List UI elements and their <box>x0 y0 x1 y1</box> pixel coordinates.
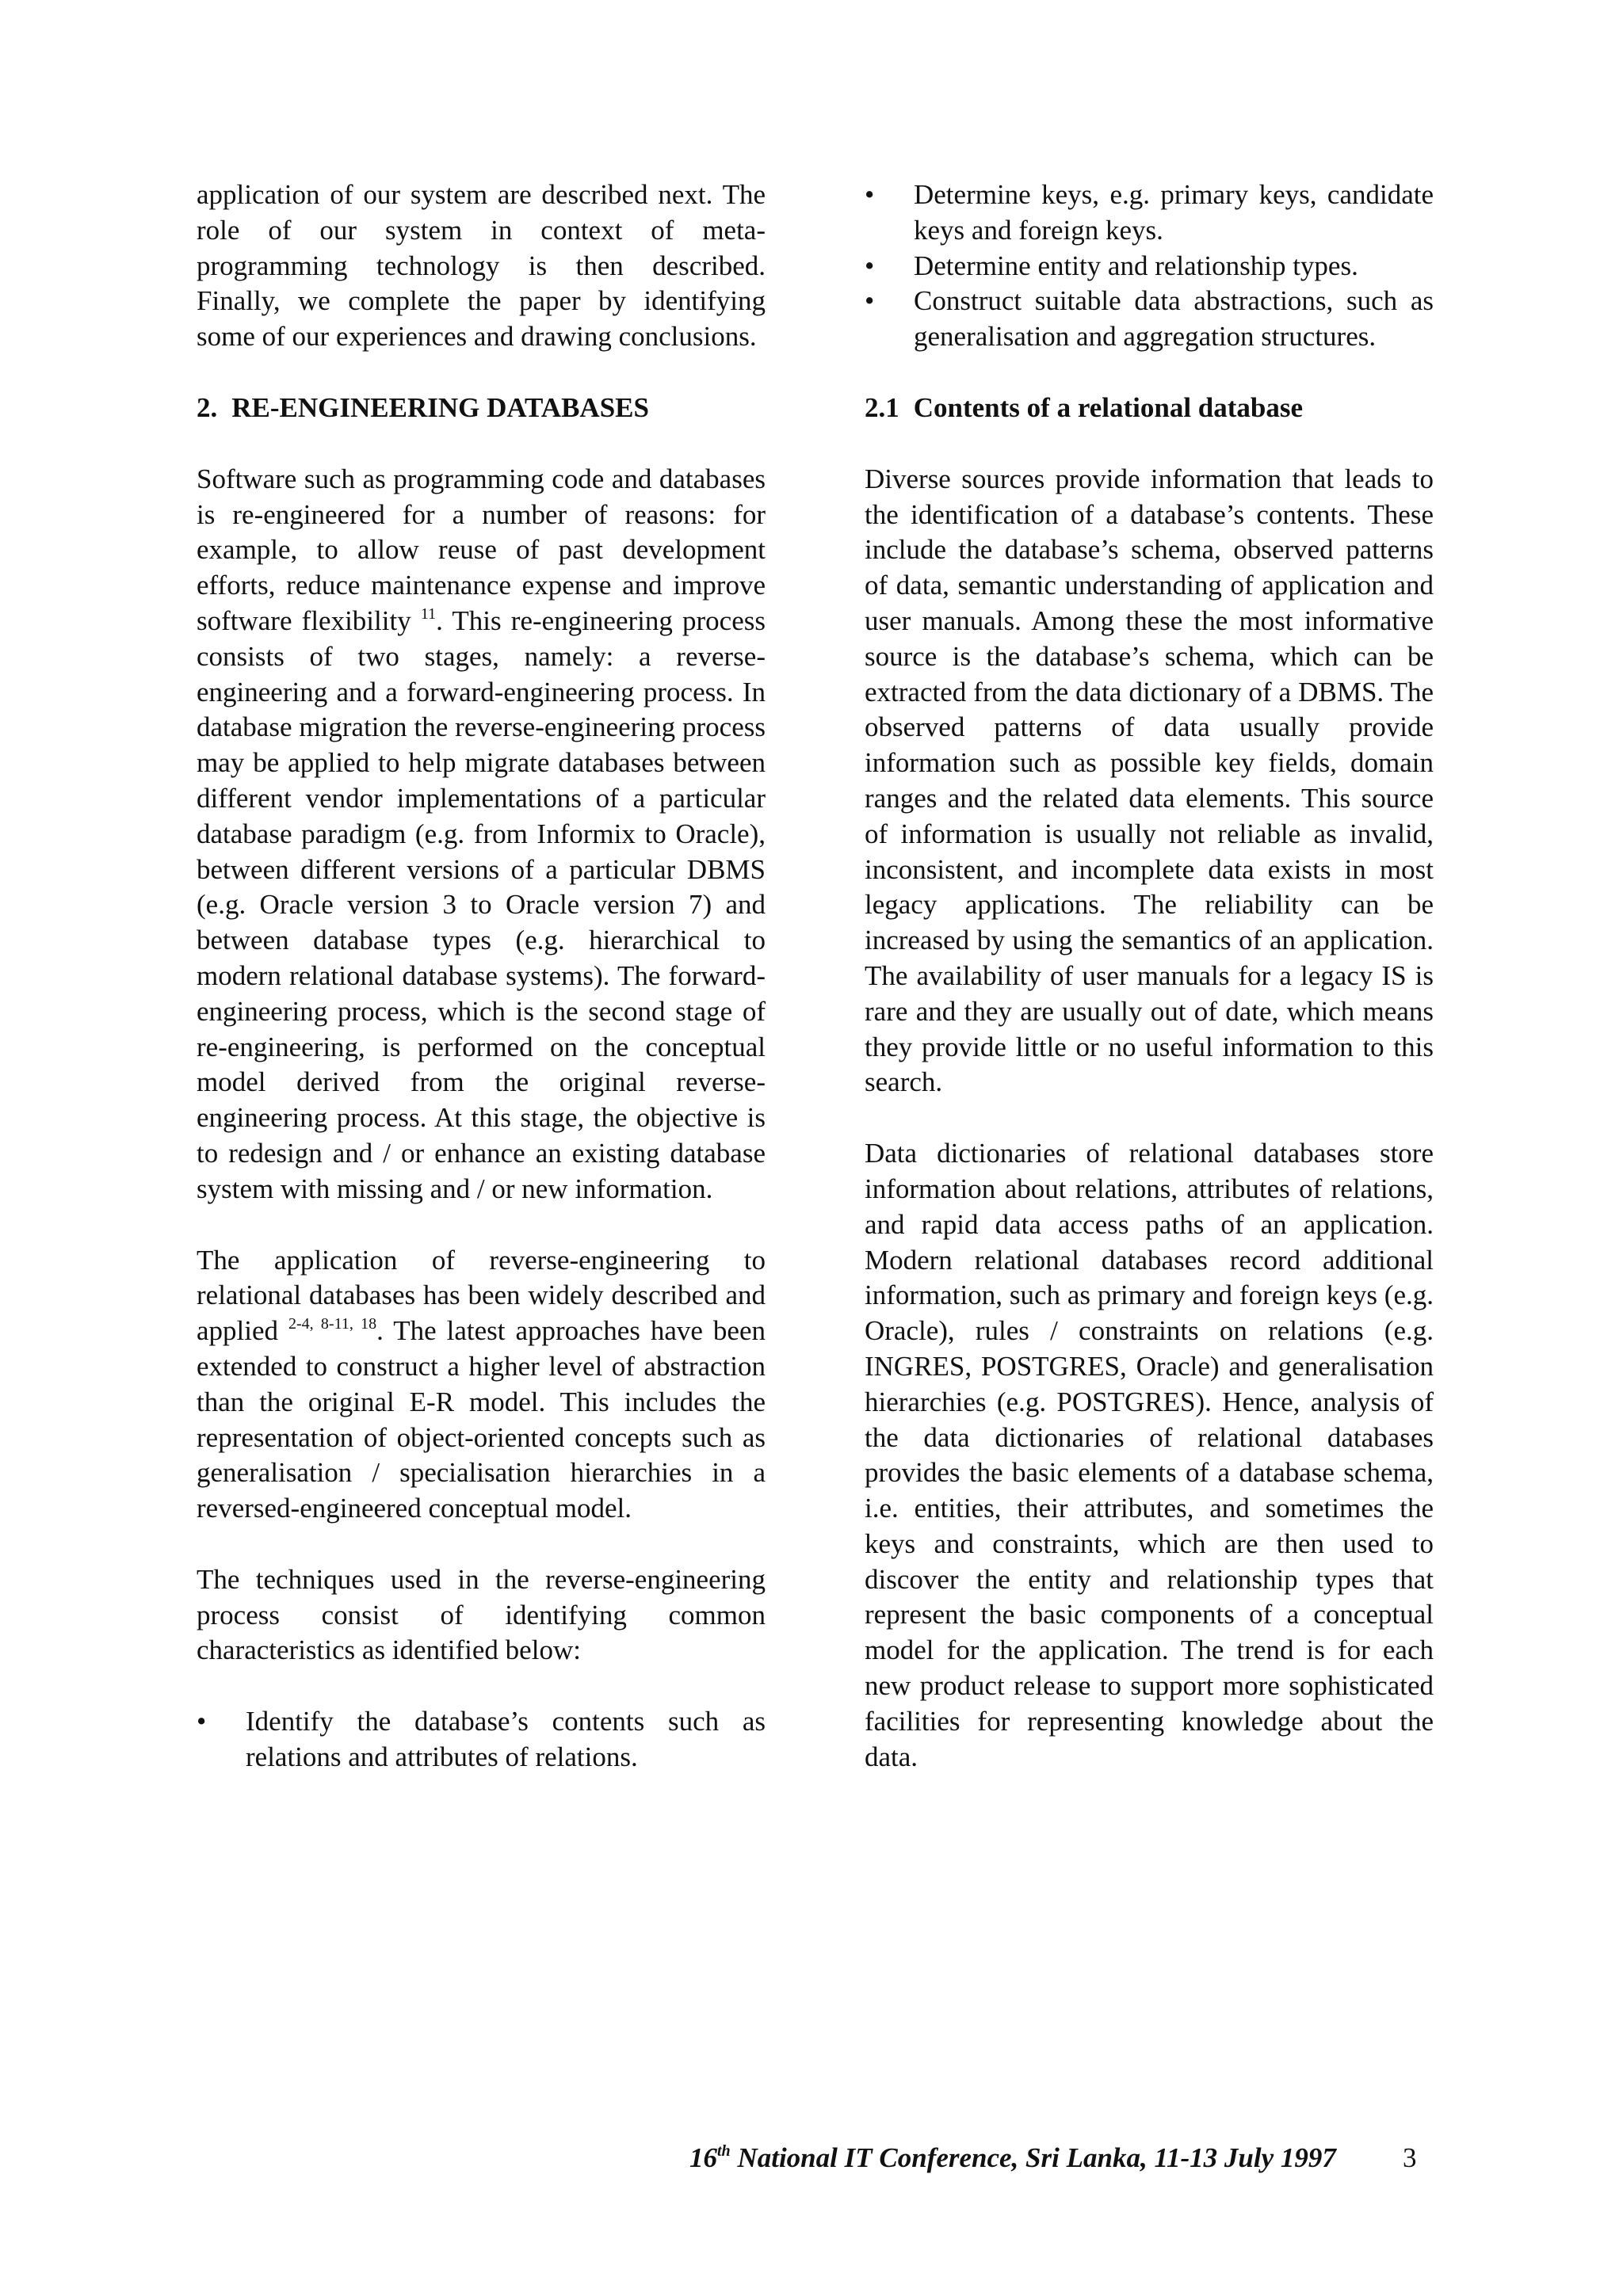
right-column <box>865 177 1434 1810</box>
page-footer <box>689 2141 1419 2176</box>
techniques-paragraph: The techniques used in the reverse-engineering process consist of identifying common characteristics as identified below: <box>197 1563 766 1666</box>
paragraph-text: The application of reverse-engineering to relational databases has been widely described and applied <box>197 1244 766 1347</box>
bullet-icon: • <box>865 285 875 317</box>
data-dictionaries-paragraph: Data dictionaries of relational databases store information about relations, attributes of relations, and rapid data access paths of an application. Modern relational databases record additional information, such as primary and foreign keys (e.g. Oracle), rules / constraints on relations (e.g. INGRES, POSTGRES, Oracle) and generalisation hierarchies (e.g. POSTGRES). Hence, analysis of the data dictionaries of relational databases provides the basic elements of a database schema, i.e. entities, their attributes, and sometimes the keys and constraints, which are then used to discover the entity and relationship types that represent the basic components of a conceptual model for the application. The trend is for each new product release to support more sophisticated facilities for representing knowledge about the data. <box>865 1138 1434 1772</box>
subsection-title: Contents of a relational database <box>913 391 1304 423</box>
paragraph-text: . The latest approaches have been extended to construct a higher level of abstraction than the original E-R model. This includes the representation of object-oriented concepts such as generalisation / specialisation hierarchies in a reversed-engineered conceptual model. <box>197 1315 766 1524</box>
subsection-heading <box>865 391 1434 426</box>
bullet-list <box>197 1704 766 1775</box>
conference-text: National IT Conference, Sri Lanka, 11-13 July 1997 <box>730 2142 1336 2173</box>
bullet-text: Determine entity and relationship types. <box>914 250 1358 281</box>
section-number: 2. <box>197 391 218 423</box>
bullet-icon: • <box>865 250 875 281</box>
bullet-list <box>865 177 1434 355</box>
bullet-item <box>197 1704 766 1775</box>
bullet-item <box>865 249 1434 284</box>
page-number: 3 <box>1403 2142 1417 2173</box>
bullet-item <box>865 177 1434 249</box>
ordinal-number: 16 <box>689 2142 717 2173</box>
bullet-text: Identify the database’s contents such as relations and attributes of relations. <box>246 1706 766 1773</box>
bullet-item <box>865 284 1434 355</box>
sources-paragraph: Diverse sources provide information that leads to the identification of a database’s contents. These include the database’s schema, observed patterns of data, semantic understanding of application and user manuals. Among these the most informative source is the database’s schema, which can be extracted from the data dictionary of a DBMS. The observed patterns of data usually provide information such as possible key fields, domain ranges and the related data elements. This source of information is usually not reliable as invalid, inconsistent, and incomplete data exists in most legacy applications. The reliability can be increased by using the semantics of an application. The availability of user manuals for a legacy IS is rare and they are usually out of date, which means they provide little or no useful information to this search. <box>865 463 1434 1098</box>
paragraph-text: . This re-engineering process consists of two stages, namely: a reverse-engineering and a forward-engineering process. In database migration the reverse-engineering process may be applied to help migrate databases between different vendor implementations of a particular database paradigm (e.g. from Informix to Oracle), between different versions of a particular DBMS (e.g. Oracle version 3 to Oracle version 7) and between database types (e.g. hierarchical to modern relational database systems). The forward-engineering process, which is the second stage of re-engineering, is performed on the conceptual model derived from the original reverse-engineering process. At this stage, the objective is to redesign and / or enhance an existing database system with missing and / or new information. <box>197 605 766 1204</box>
intro-paragraph: application of our system are described next. The role of our system in context of meta-programming technology is then described. Finally, we complete the paper by identifying some of our experiences and drawing conclusions. <box>197 179 766 353</box>
citation-ref: 11 <box>420 605 437 623</box>
bullet-icon: • <box>865 179 875 210</box>
bullet-text: Construct suitable data abstractions, such as generalisation and aggregation structures. <box>914 285 1434 353</box>
reverse-engineering-paragraph <box>197 1243 766 1527</box>
section-title: RE-ENGINEERING DATABASES <box>231 391 649 423</box>
subsection-number: 2.1 <box>865 391 899 423</box>
bullet-icon: • <box>197 1706 207 1737</box>
citation-ref: 2-4, 8-11, 18 <box>288 1315 377 1333</box>
ordinal-suffix: th <box>717 2142 731 2160</box>
bullet-text: Determine keys, e.g. primary keys, candidate keys and foreign keys. <box>914 179 1434 246</box>
paragraph-text: Software such as programming code and databases is re-engineered for a number of reasons: for example, to allow reuse of past development efforts, reduce maintenance expense and improve software flexibility <box>197 463 766 636</box>
left-column <box>197 177 766 1811</box>
conference-name <box>689 2142 1336 2173</box>
reengineering-paragraph <box>197 462 766 1207</box>
section-heading <box>197 391 766 426</box>
